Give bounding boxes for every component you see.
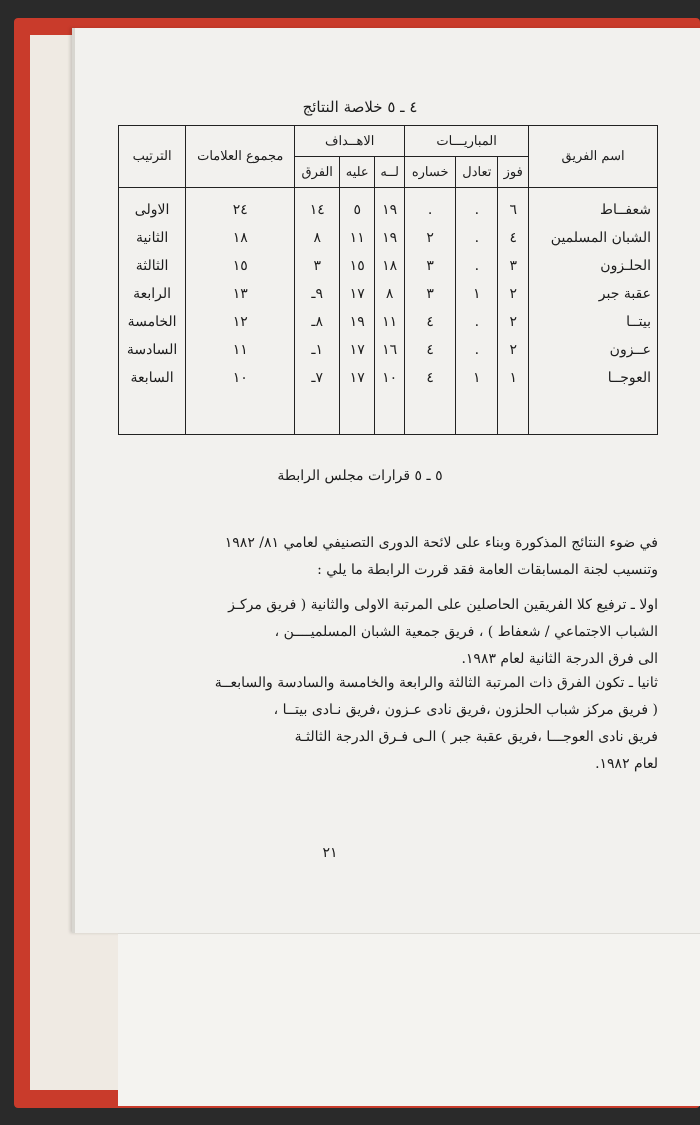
draw-value: ١ xyxy=(473,370,481,386)
rank-column xyxy=(119,188,186,435)
win-value: ٣ xyxy=(509,258,518,274)
team-column xyxy=(529,188,658,435)
decisions-title: ٥ ـ ٥ قرارات مجلس الرابطة xyxy=(277,468,443,484)
team-name: الحلـزون xyxy=(600,258,651,274)
loss-value: ٤ xyxy=(426,370,434,386)
goals-for-column xyxy=(375,188,405,435)
points-value: ٢٤ xyxy=(232,202,248,218)
text-line: وتنسيب لجنة المسابقات العامة فقد قررت الرابطة ما يلي : xyxy=(317,562,658,578)
team-name: عقبة جبر xyxy=(598,286,651,302)
loss-value: ٣ xyxy=(426,286,434,302)
team-name: عــزون xyxy=(609,342,651,358)
win-value: ١ xyxy=(509,370,518,386)
header-against: عليه xyxy=(340,157,375,188)
goals-for-value: ١٠ xyxy=(382,370,398,386)
intro-paragraph xyxy=(118,530,658,584)
header-win: فوز xyxy=(498,157,529,188)
loss-value: ٤ xyxy=(426,342,434,358)
goals-for-value: ١٩ xyxy=(382,230,398,246)
loss-value: . xyxy=(427,202,433,218)
draw-value: . xyxy=(474,258,480,274)
header-points: مجموع العلامات xyxy=(186,126,295,188)
text-line: الشباب الاجتماعي / شعفاط ) ، فريق جمعية الشبان المسلميــــن ، xyxy=(274,624,658,640)
goals-for-value: ١٩ xyxy=(382,202,398,218)
page-bottom-sheet xyxy=(118,933,700,1106)
goal-diff-value: ٨ـ xyxy=(311,314,324,330)
results-table xyxy=(118,125,658,435)
goals-against-value: ١٧ xyxy=(349,342,365,358)
goals-against-value: ١٥ xyxy=(349,258,365,274)
team-name: بيتــا xyxy=(626,314,651,330)
goals-against-column xyxy=(340,188,375,435)
header-for: لــه xyxy=(375,157,405,188)
goals-for-value: ١٨ xyxy=(382,258,398,274)
header-diff: الفرق xyxy=(295,157,340,188)
page-number: ٢١ xyxy=(322,845,338,861)
text-line: الى فرق الدرجة الثانية لعام ١٩٨٣. xyxy=(461,651,658,667)
win-column xyxy=(498,188,529,435)
goals-for-value: ٨ xyxy=(385,286,394,302)
team-name: العوجــا xyxy=(607,370,651,386)
text-line: لعام ١٩٨٢. xyxy=(595,756,658,772)
rank-value: الثالثة xyxy=(135,258,169,274)
goals-against-value: ١٧ xyxy=(349,370,365,386)
goals-for-value: ١١ xyxy=(382,314,398,330)
goals-against-value: ١٩ xyxy=(349,314,365,330)
points-value: ١٥ xyxy=(232,258,248,274)
rank-value: الثانية xyxy=(135,230,169,246)
team-name: شعفــاط xyxy=(600,202,651,218)
win-value: ٦ xyxy=(509,202,518,218)
text-line: ( فريق مركز شباب الحلزون ،فريق نادى عـزون ،فريق نـادى بيتــا ، xyxy=(273,702,658,718)
points-value: ١٣ xyxy=(232,286,248,302)
goal-diff-value: ٣ xyxy=(313,258,321,274)
win-value: ٢ xyxy=(509,314,518,330)
header-rank: الترتيب xyxy=(119,126,186,188)
points-value: ١٠ xyxy=(232,370,248,386)
points-column xyxy=(186,188,295,435)
decision-second xyxy=(118,670,658,778)
goals-against-value: ٥ xyxy=(353,202,361,218)
goals-against-value: ١١ xyxy=(349,230,365,246)
draw-value: . xyxy=(474,314,480,330)
points-value: ١١ xyxy=(232,342,248,358)
draw-value: . xyxy=(474,230,480,246)
rank-value: الاولى xyxy=(134,202,170,218)
win-value: ٢ xyxy=(509,286,518,302)
win-value: ٢ xyxy=(509,342,518,358)
rank-value: الخامسة xyxy=(127,314,177,330)
goals-for-value: ١٦ xyxy=(382,342,398,358)
header-matches: المباريـــات xyxy=(405,126,529,157)
draw-value: . xyxy=(474,342,480,358)
text-line: في ضوء النتائج المذكورة وبناء على لائحة الدورى التصنيفي لعامي ٨١/ ١٩٨٢ xyxy=(224,535,658,551)
loss-value: ٤ xyxy=(426,314,434,330)
section-title: ٤ ـ ٥ خلاصة النتائج xyxy=(302,98,418,116)
text-line: ثانيا ـ تكون الفرق ذات المرتبة الثالثة والرابعة والخامسة والسادسة والسابعــة xyxy=(214,675,658,691)
rank-value: السادسة xyxy=(126,342,178,358)
draw-value: . xyxy=(474,202,480,218)
win-value: ٤ xyxy=(509,230,518,246)
goal-diff-value: ٧ـ xyxy=(311,370,324,386)
points-value: ١٨ xyxy=(232,230,248,246)
header-team: اسم الفريق xyxy=(529,126,658,188)
rank-value: السابعة xyxy=(130,370,174,386)
team-name: الشبان المسلمين xyxy=(550,230,651,246)
header-loss: خساره xyxy=(405,157,456,188)
goals-against-value: ١٧ xyxy=(349,286,365,302)
goal-diff-value: ١٤ xyxy=(309,202,325,218)
decision-first xyxy=(118,592,658,673)
draw-column xyxy=(456,188,498,435)
draw-value: ١ xyxy=(473,286,481,302)
goal-diff-value: ٨ xyxy=(313,230,321,246)
loss-value: ٢ xyxy=(426,230,434,246)
header-draw: تعادل xyxy=(456,157,498,188)
text-line: فريق نادى العوجـــا ،فريق عقبة جبر ) الـى فـرق الدرجة الثالثـة xyxy=(294,729,658,745)
table-body-row xyxy=(119,188,658,435)
header-goals: الاهــداف xyxy=(295,126,405,157)
loss-column xyxy=(405,188,456,435)
rank-value: الرابعة xyxy=(133,286,172,302)
goal-diff-value: ٩ـ xyxy=(311,286,324,302)
goal-diff-value: ١ـ xyxy=(311,342,324,358)
points-value: ١٢ xyxy=(232,314,248,330)
text-line: اولا ـ ترفيع كلا الفريقين الحاصلين على المرتبة الاولى والثانية ( فريق مركـز xyxy=(228,597,658,613)
goal-diff-column xyxy=(295,188,340,435)
loss-value: ٣ xyxy=(426,258,434,274)
